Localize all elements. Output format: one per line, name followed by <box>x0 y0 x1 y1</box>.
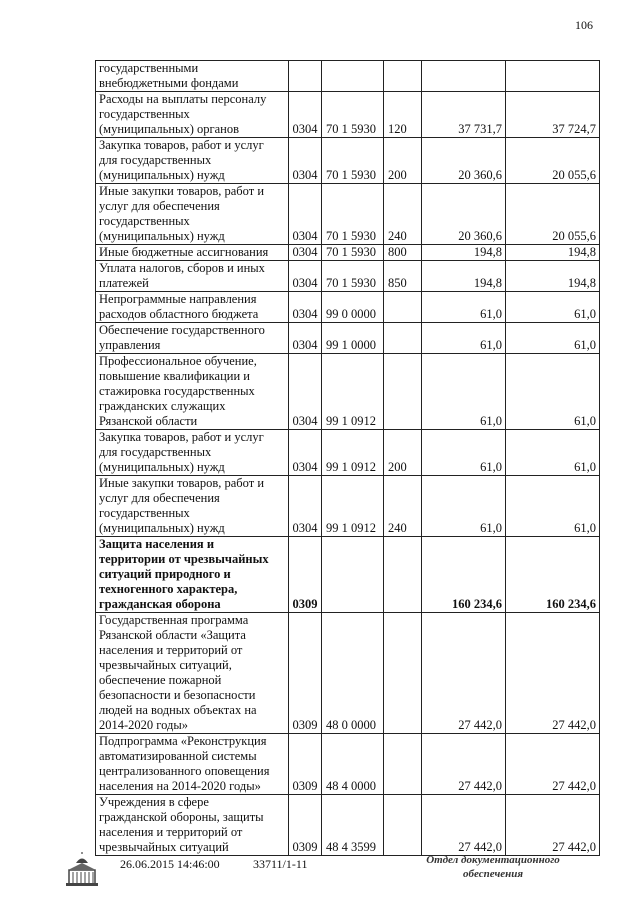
page-number: 106 <box>575 18 593 32</box>
table-row <box>96 261 600 292</box>
section-code-cell: 0304 <box>289 323 322 354</box>
table-row <box>96 476 600 537</box>
amount-executed-cell: 194,8 <box>506 261 600 292</box>
target-article-cell: 70 1 5930 <box>322 138 384 184</box>
table-row <box>96 92 600 138</box>
section-code-cell: 0309 <box>289 795 322 856</box>
section-code-cell: 0309 <box>289 613 322 734</box>
amount-2015-cell: 27 442,0 <box>422 795 506 856</box>
row-name-cell: Государственная программа Рязанской области «Защита населения и территорий от чрезвычайных ситуаций, обеспечение пожарной безопасности и безопасности людей на водных объектах на 2014-2020 годы» <box>96 613 289 734</box>
target-article-cell: 99 1 0912 <box>322 354 384 430</box>
amount-2015-cell: 61,0 <box>422 292 506 323</box>
footer-department-line2: обеспечения <box>462 868 523 880</box>
expense-type-cell: 200 <box>384 430 422 476</box>
footer-doc-number: 33711/1-11 <box>253 857 308 871</box>
target-article-cell: 99 0 0000 <box>322 292 384 323</box>
target-article-cell: 70 1 5930 <box>322 92 384 138</box>
section-code-cell <box>289 61 322 92</box>
amount-executed-cell: 61,0 <box>506 323 600 354</box>
row-name-cell: государственными внебюджетными фондами <box>96 61 289 92</box>
row-name-cell: Закупка товаров, работ и услуг для государственных (муниципальных) нужд <box>96 138 289 184</box>
target-article-cell: 48 0 0000 <box>322 613 384 734</box>
expense-type-cell <box>384 734 422 795</box>
expense-type-cell: 800 <box>384 245 422 261</box>
row-name-cell: Защита населения и территории от чрезвычайных ситуаций природного и техногенного характера, гражданская оборона <box>96 537 289 613</box>
duma-emblem-icon <box>62 852 102 888</box>
amount-2015-cell <box>422 61 506 92</box>
section-code-cell: 0304 <box>289 184 322 245</box>
target-article-cell: 99 1 0912 <box>322 476 384 537</box>
amount-2015-cell: 61,0 <box>422 354 506 430</box>
table-row <box>96 184 600 245</box>
amount-2015-cell: 194,8 <box>422 245 506 261</box>
amount-executed-cell: 194,8 <box>506 245 600 261</box>
table-row <box>96 292 600 323</box>
expense-type-cell <box>384 292 422 323</box>
expense-type-cell <box>384 61 422 92</box>
row-name-cell: Подпрограмма «Реконструкция автоматизированной системы централизованного оповещения населения на 2014-2020 годы» <box>96 734 289 795</box>
amount-2015-cell: 194,8 <box>422 261 506 292</box>
target-article-cell <box>322 61 384 92</box>
section-code-cell: 0304 <box>289 430 322 476</box>
amount-2015-cell: 20 360,6 <box>422 184 506 245</box>
section-code-cell: 0304 <box>289 92 322 138</box>
section-code-cell: 0304 <box>289 354 322 430</box>
footer-timestamp: 26.06.2015 14:46:00 <box>120 857 220 871</box>
table-row <box>96 734 600 795</box>
row-name-cell: Обеспечение государственного управления <box>96 323 289 354</box>
row-name-cell: Закупка товаров, работ и услуг для государственных (муниципальных) нужд <box>96 430 289 476</box>
amount-executed-cell: 37 724,7 <box>506 92 600 138</box>
target-article-cell: 70 1 5930 <box>322 245 384 261</box>
amount-2015-cell: 20 360,6 <box>422 138 506 184</box>
footer-department <box>418 853 568 881</box>
section-code-cell: 0309 <box>289 734 322 795</box>
budget-table <box>95 60 600 856</box>
amount-2015-cell: 27 442,0 <box>422 734 506 795</box>
table-row <box>96 795 600 856</box>
section-code-cell: 0304 <box>289 245 322 261</box>
section-code-cell: 0304 <box>289 292 322 323</box>
expense-type-cell: 240 <box>384 184 422 245</box>
amount-executed-cell <box>506 61 600 92</box>
amount-2015-cell: 61,0 <box>422 430 506 476</box>
table-row <box>96 245 600 261</box>
section-code-cell: 0304 <box>289 476 322 537</box>
target-article-cell <box>322 537 384 613</box>
row-name-cell: Профессиональное обучение, повышение квалификации и стажировка государственных гражданских служащих Рязанской области <box>96 354 289 430</box>
table-row <box>96 613 600 734</box>
amount-2015-cell: 61,0 <box>422 476 506 537</box>
expense-type-cell <box>384 354 422 430</box>
target-article-cell: 70 1 5930 <box>322 184 384 245</box>
row-name-cell: Иные закупки товаров, работ и услуг для обеспечения государственных (муниципальных) нужд <box>96 476 289 537</box>
row-name-cell: Иные закупки товаров, работ и услуг для обеспечения государственных (муниципальных) нужд <box>96 184 289 245</box>
amount-executed-cell: 20 055,6 <box>506 138 600 184</box>
expense-type-cell <box>384 323 422 354</box>
amount-executed-cell: 27 442,0 <box>506 734 600 795</box>
expense-type-cell <box>384 537 422 613</box>
amount-executed-cell: 27 442,0 <box>506 795 600 856</box>
table-body <box>96 61 600 856</box>
amount-2015-cell: 37 731,7 <box>422 92 506 138</box>
expense-type-cell: 200 <box>384 138 422 184</box>
amount-executed-cell: 61,0 <box>506 430 600 476</box>
target-article-cell: 70 1 5930 <box>322 261 384 292</box>
table-row <box>96 138 600 184</box>
amount-executed-cell: 61,0 <box>506 292 600 323</box>
amount-executed-cell: 160 234,6 <box>506 537 600 613</box>
amount-2015-cell: 27 442,0 <box>422 613 506 734</box>
section-code-cell: 0304 <box>289 138 322 184</box>
expense-type-cell <box>384 613 422 734</box>
target-article-cell: 48 4 0000 <box>322 734 384 795</box>
amount-executed-cell: 61,0 <box>506 476 600 537</box>
target-article-cell: 99 1 0912 <box>322 430 384 476</box>
amount-executed-cell: 27 442,0 <box>506 613 600 734</box>
table-row <box>96 430 600 476</box>
table-row <box>96 537 600 613</box>
footer-department-line1: Отдел документационного <box>426 854 560 866</box>
expense-type-cell: 850 <box>384 261 422 292</box>
row-name-cell: Уплата налогов, сборов и иных платежей <box>96 261 289 292</box>
row-name-cell: Расходы на выплаты персоналу государственных (муниципальных) органов <box>96 92 289 138</box>
expense-type-cell: 240 <box>384 476 422 537</box>
row-name-cell: Непрограммные направления расходов областного бюджета <box>96 292 289 323</box>
expense-type-cell <box>384 795 422 856</box>
target-article-cell: 99 1 0000 <box>322 323 384 354</box>
row-name-cell: Иные бюджетные ассигнования <box>96 245 289 261</box>
table-row <box>96 61 600 92</box>
table-row <box>96 354 600 430</box>
table-row <box>96 323 600 354</box>
section-code-cell: 0309 <box>289 537 322 613</box>
expense-type-cell: 120 <box>384 92 422 138</box>
amount-2015-cell: 61,0 <box>422 323 506 354</box>
section-code-cell: 0304 <box>289 261 322 292</box>
amount-2015-cell: 160 234,6 <box>422 537 506 613</box>
row-name-cell: Учреждения в сфере гражданской обороны, защиты населения и территорий от чрезвычайных ситуаций <box>96 795 289 856</box>
amount-executed-cell: 61,0 <box>506 354 600 430</box>
target-article-cell: 48 4 3599 <box>322 795 384 856</box>
amount-executed-cell: 20 055,6 <box>506 184 600 245</box>
